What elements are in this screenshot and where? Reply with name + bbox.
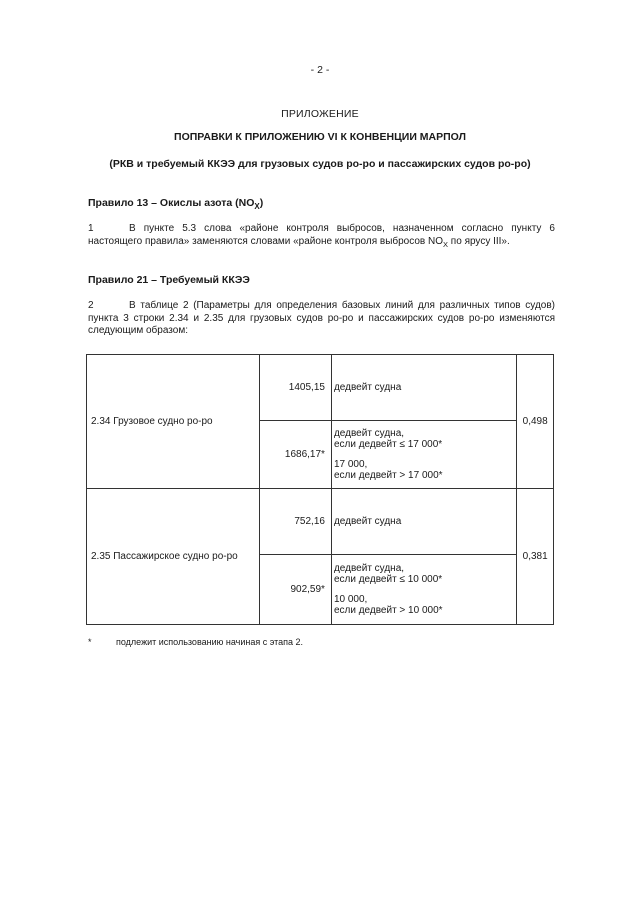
- description-cell: [331, 355, 516, 421]
- description-line: дедвейт судна: [333, 516, 402, 527]
- description-line: если дедвейт > 10 000*: [333, 605, 443, 616]
- description-cell: [331, 555, 516, 625]
- coefficient-cell: 0,498: [517, 355, 554, 489]
- description-line: если дедвейт ≤ 10 000*: [333, 574, 443, 585]
- description-gap: [334, 450, 516, 459]
- table-row: [87, 489, 554, 555]
- rule-13-heading-subscript: X: [254, 202, 260, 212]
- description-line: дедвейт судна,: [333, 563, 405, 574]
- description-line: дедвейт судна: [333, 382, 402, 393]
- paragraph-text-end: по ярусу III».: [448, 235, 510, 247]
- ship-type-cell: 2.34 Грузовое судно ро-ро: [87, 355, 260, 489]
- description-line: если дедвейт ≤ 17 000*: [333, 439, 443, 450]
- coefficient-cell: 0,381: [517, 489, 554, 625]
- baseline-parameters-table: [86, 354, 554, 625]
- rule-13-heading-end: ): [259, 197, 264, 209]
- page-number: - 2 -: [310, 64, 330, 76]
- value-cell: 752,16: [259, 489, 331, 555]
- description-gap: [334, 585, 516, 594]
- ship-type-cell: 2.35 Пассажирское судно ро-ро: [87, 489, 260, 625]
- description-line: если дедвейт > 17 000*: [333, 470, 443, 481]
- table-row: [87, 355, 554, 421]
- rule-13-heading: [88, 197, 263, 211]
- paragraph-number: 1: [88, 223, 94, 234]
- description-line: 17 000,: [333, 459, 368, 470]
- description-line: 10 000,: [333, 594, 368, 605]
- rule-13-heading-text: Правило 13 – Окислы азота (NO: [88, 197, 255, 209]
- value-cell: 902,59*: [259, 555, 331, 625]
- paragraph-text: В таблице 2 (Параметры для определения базовых линий для различных типов судов) пункта 3 строки 2.34 и 2.35 для грузовых судов ро-ро и пассажирских судов ро-ро изменяются следующим образом:: [88, 300, 555, 336]
- footnote-text: подлежит использованию начиная с этапа 2.: [116, 637, 304, 647]
- rule-13-paragraph: [88, 223, 555, 251]
- paragraph-subscript: X: [443, 239, 449, 249]
- description-line: дедвейт судна,: [333, 428, 405, 439]
- footnote-mark: *: [88, 637, 92, 647]
- document-subtitle: (РКВ и требуемый ККЭЭ для грузовых судов ро-ро и пассажирских судов ро-ро): [109, 158, 531, 170]
- footnote: [88, 637, 303, 647]
- rule-21-heading: Правило 21 – Требуемый ККЭЭ: [88, 274, 250, 286]
- value-cell: 1405,15: [259, 355, 331, 421]
- rule-21-paragraph: [88, 300, 555, 338]
- description-cell: [331, 421, 516, 489]
- document-title: ПОПРАВКИ К ПРИЛОЖЕНИЮ VI К КОНВЕНЦИИ МАРПОЛ: [174, 131, 466, 143]
- annex-label: ПРИЛОЖЕНИЕ: [281, 108, 359, 120]
- description-cell: [331, 489, 516, 555]
- paragraph-text: В пункте 5.3 слова «районе контроля выбросов, назначенном согласно пункту 6 настоящего правила» заменяются словами «районе контроля выбросов NO: [88, 223, 555, 247]
- paragraph-number: 2: [88, 300, 94, 311]
- value-cell: 1686,17*: [259, 421, 331, 489]
